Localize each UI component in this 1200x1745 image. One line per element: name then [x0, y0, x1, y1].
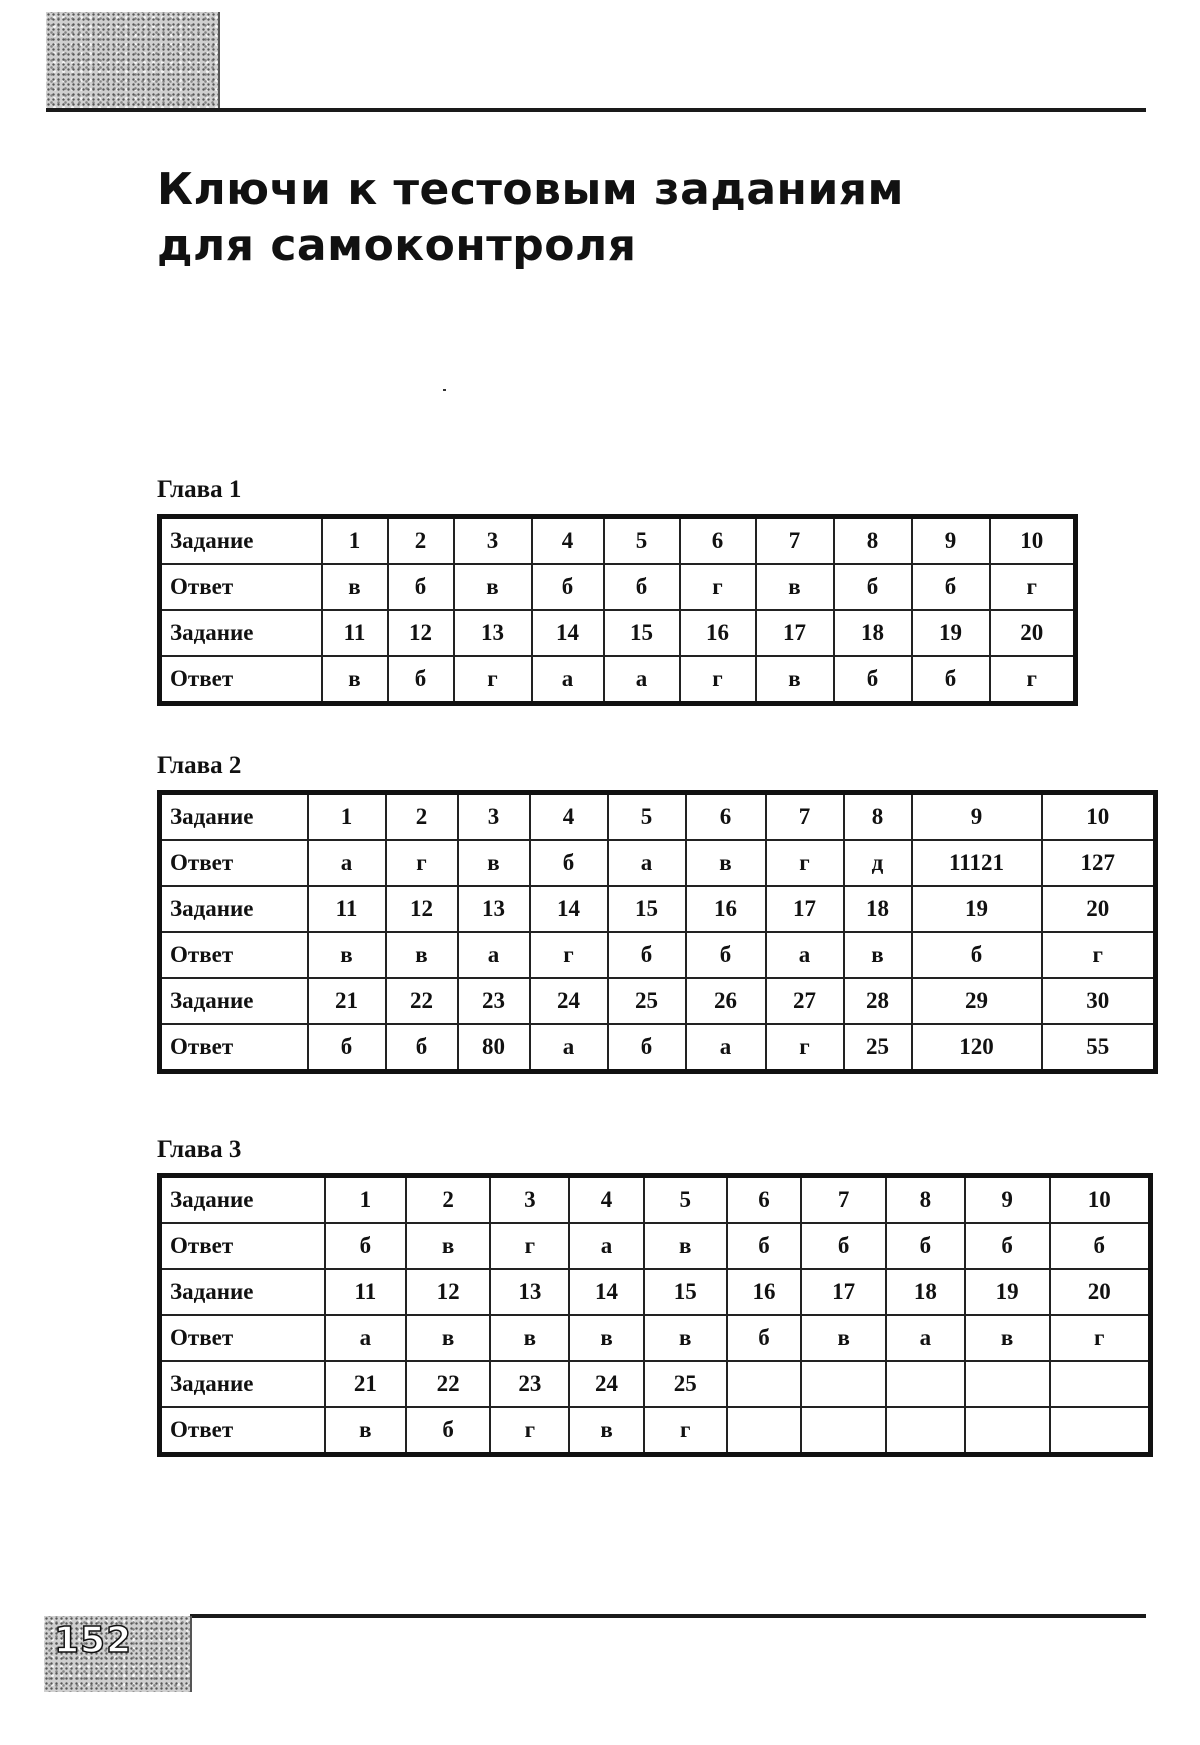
table-row: [160, 610, 1076, 656]
task-number-cell: 2: [386, 793, 458, 841]
answer-cell: г: [454, 656, 532, 704]
answer-cell: а: [458, 932, 530, 978]
task-number-cell: 3: [490, 1176, 569, 1224]
table-row: [160, 1176, 1151, 1224]
answer-cell: г: [490, 1407, 569, 1455]
answer-cell: в: [569, 1407, 644, 1455]
answer-cell: [801, 1407, 886, 1455]
answer-cell: в: [386, 932, 458, 978]
task-number-cell: 6: [680, 517, 756, 565]
task-number-cell: [801, 1361, 886, 1407]
answer-cell: б: [1050, 1223, 1151, 1269]
answer-cell: а: [766, 932, 844, 978]
task-number-cell: 14: [532, 610, 604, 656]
row-header-cell: Ответ: [160, 840, 308, 886]
header-rule: [46, 108, 1146, 112]
row-header-cell: Ответ: [160, 1024, 308, 1072]
row-header-cell: Задание: [160, 793, 308, 841]
answer-cell: б: [686, 932, 766, 978]
answer-cell: б: [608, 1024, 686, 1072]
task-number-cell: 5: [604, 517, 680, 565]
task-number-cell: 28: [844, 978, 912, 1024]
answer-cell: в: [569, 1315, 644, 1361]
task-number-cell: [727, 1361, 802, 1407]
row-header-cell: Задание: [160, 886, 308, 932]
task-number-cell: 27: [766, 978, 844, 1024]
task-number-cell: 18: [834, 610, 912, 656]
task-number-cell: 7: [756, 517, 834, 565]
answer-cell: а: [686, 1024, 766, 1072]
answer-cell: в: [406, 1223, 491, 1269]
answer-cell: г: [680, 564, 756, 610]
task-number-cell: 4: [532, 517, 604, 565]
answer-cell: б: [530, 840, 608, 886]
task-number-cell: 10: [990, 517, 1076, 565]
task-number-cell: 23: [458, 978, 530, 1024]
task-number-cell: 20: [990, 610, 1076, 656]
task-number-cell: 20: [1042, 886, 1156, 932]
task-number-cell: 20: [1050, 1269, 1151, 1315]
answer-cell: б: [727, 1223, 802, 1269]
answer-cell: а: [886, 1315, 965, 1361]
page-title: [157, 162, 1057, 274]
table-row: [160, 1407, 1151, 1455]
chapter-2-label: Глава 2: [157, 752, 242, 779]
task-number-cell: 19: [912, 610, 990, 656]
answer-cell: г: [990, 564, 1076, 610]
task-number-cell: 8: [834, 517, 912, 565]
answer-cell: в: [322, 564, 388, 610]
row-header-cell: Ответ: [160, 656, 322, 704]
chapter-1-label: Глава 1: [157, 476, 242, 503]
table-row: [160, 1361, 1151, 1407]
answer-cell: в: [458, 840, 530, 886]
answer-cell: а: [325, 1315, 406, 1361]
task-number-cell: 13: [458, 886, 530, 932]
answer-cell: б: [834, 564, 912, 610]
task-number-cell: 14: [569, 1269, 644, 1315]
answer-cell: б: [801, 1223, 886, 1269]
chapter-3-answer-table: [157, 1173, 1153, 1457]
page-title-line-1: Ключи к тестовым заданиям: [157, 164, 905, 215]
task-number-cell: 2: [406, 1176, 491, 1224]
task-number-cell: 24: [569, 1361, 644, 1407]
task-number-cell: 10: [1042, 793, 1156, 841]
table-row: [160, 564, 1076, 610]
chapter-2-answer-table: [157, 790, 1158, 1074]
task-number-cell: 1: [325, 1176, 406, 1224]
task-number-cell: 14: [530, 886, 608, 932]
task-number-cell: 11: [308, 886, 386, 932]
answer-cell: в: [756, 564, 834, 610]
answer-cell: [1050, 1407, 1151, 1455]
answer-cell: г: [766, 1024, 844, 1072]
task-number-cell: 12: [406, 1269, 491, 1315]
answer-cell: в: [686, 840, 766, 886]
answer-cell: б: [886, 1223, 965, 1269]
row-header-cell: Задание: [160, 1176, 326, 1224]
table-row: [160, 517, 1076, 565]
answer-cell: б: [604, 564, 680, 610]
task-number-cell: 11: [322, 610, 388, 656]
page-title-line-2: для самоконтроля: [157, 220, 637, 271]
answer-cell: г: [1042, 932, 1156, 978]
answer-cell: г: [644, 1407, 727, 1455]
task-number-cell: [1050, 1361, 1151, 1407]
task-number-cell: 1: [308, 793, 386, 841]
task-number-cell: 25: [608, 978, 686, 1024]
answer-cell: а: [308, 840, 386, 886]
task-number-cell: 24: [530, 978, 608, 1024]
answer-cell: 25: [844, 1024, 912, 1072]
task-number-cell: 17: [801, 1269, 886, 1315]
answer-cell: 55: [1042, 1024, 1156, 1072]
answer-cell: б: [965, 1223, 1050, 1269]
answer-cell: в: [801, 1315, 886, 1361]
row-header-cell: Задание: [160, 1269, 326, 1315]
task-number-cell: 9: [912, 517, 990, 565]
answer-cell: а: [532, 656, 604, 704]
answer-cell: в: [308, 932, 386, 978]
answer-cell: в: [406, 1315, 491, 1361]
answer-cell: 80: [458, 1024, 530, 1072]
task-number-cell: 18: [886, 1269, 965, 1315]
table-row: [160, 886, 1156, 932]
task-number-cell: 13: [490, 1269, 569, 1315]
row-header-cell: Ответ: [160, 564, 322, 610]
task-number-cell: [886, 1361, 965, 1407]
task-number-cell: 17: [766, 886, 844, 932]
answer-cell: б: [325, 1223, 406, 1269]
task-number-cell: 5: [608, 793, 686, 841]
answer-cell: б: [406, 1407, 491, 1455]
table-row: [160, 793, 1156, 841]
task-number-cell: 13: [454, 610, 532, 656]
table-row: [160, 1223, 1151, 1269]
answer-cell: г: [1050, 1315, 1151, 1361]
answer-cell: г: [386, 840, 458, 886]
answer-cell: б: [912, 932, 1042, 978]
table-row: [160, 1269, 1151, 1315]
answer-cell: г: [990, 656, 1076, 704]
task-number-cell: 15: [608, 886, 686, 932]
answer-cell: в: [322, 656, 388, 704]
task-number-cell: 25: [644, 1361, 727, 1407]
row-header-cell: Ответ: [160, 1407, 326, 1455]
table-row: [160, 978, 1156, 1024]
row-header-cell: Ответ: [160, 1315, 326, 1361]
answer-cell: б: [388, 656, 454, 704]
task-number-cell: 3: [454, 517, 532, 565]
task-number-cell: 7: [766, 793, 844, 841]
answer-cell: г: [680, 656, 756, 704]
table-row: [160, 656, 1076, 704]
answer-cell: [965, 1407, 1050, 1455]
table-row: [160, 1315, 1151, 1361]
task-number-cell: 30: [1042, 978, 1156, 1024]
task-number-cell: 10: [1050, 1176, 1151, 1224]
answer-cell: б: [308, 1024, 386, 1072]
task-number-cell: 16: [680, 610, 756, 656]
answer-cell: в: [454, 564, 532, 610]
chapter-1-answer-table: [157, 514, 1078, 706]
answer-cell: б: [388, 564, 454, 610]
task-number-cell: 17: [756, 610, 834, 656]
task-number-cell: 6: [727, 1176, 802, 1224]
task-number-cell: 21: [308, 978, 386, 1024]
answer-cell: 127: [1042, 840, 1156, 886]
answer-cell: в: [965, 1315, 1050, 1361]
task-number-cell: 18: [844, 886, 912, 932]
answer-cell: в: [325, 1407, 406, 1455]
answer-cell: [886, 1407, 965, 1455]
task-number-cell: 4: [530, 793, 608, 841]
answer-cell: 120: [912, 1024, 1042, 1072]
task-number-cell: 12: [386, 886, 458, 932]
task-number-cell: 9: [965, 1176, 1050, 1224]
task-number-cell: 15: [604, 610, 680, 656]
answer-cell: б: [727, 1315, 802, 1361]
answer-cell: б: [912, 656, 990, 704]
answer-cell: в: [490, 1315, 569, 1361]
task-number-cell: 16: [686, 886, 766, 932]
task-number-cell: 9: [912, 793, 1042, 841]
task-number-cell: 16: [727, 1269, 802, 1315]
footer-rule: [190, 1614, 1146, 1618]
task-number-cell: 11: [325, 1269, 406, 1315]
answer-cell: а: [604, 656, 680, 704]
answer-cell: д: [844, 840, 912, 886]
answer-cell: а: [530, 1024, 608, 1072]
table-row: [160, 932, 1156, 978]
answer-cell: а: [608, 840, 686, 886]
answer-cell: г: [490, 1223, 569, 1269]
task-number-cell: 26: [686, 978, 766, 1024]
row-header-cell: Задание: [160, 610, 322, 656]
task-number-cell: [965, 1361, 1050, 1407]
table-row: [160, 840, 1156, 886]
answer-cell: г: [766, 840, 844, 886]
answer-cell: б: [834, 656, 912, 704]
task-number-cell: 8: [844, 793, 912, 841]
answer-cell: в: [644, 1223, 727, 1269]
answer-cell: [727, 1407, 802, 1455]
answer-cell: б: [912, 564, 990, 610]
row-header-cell: Задание: [160, 1361, 326, 1407]
task-number-cell: 22: [386, 978, 458, 1024]
answer-cell: в: [756, 656, 834, 704]
task-number-cell: 19: [912, 886, 1042, 932]
row-header-cell: Ответ: [160, 932, 308, 978]
answer-cell: 11121: [912, 840, 1042, 886]
task-number-cell: 8: [886, 1176, 965, 1224]
task-number-cell: 12: [388, 610, 454, 656]
task-number-cell: 5: [644, 1176, 727, 1224]
task-number-cell: 2: [388, 517, 454, 565]
row-header-cell: Ответ: [160, 1223, 326, 1269]
task-number-cell: 1: [322, 517, 388, 565]
chapter-3-label: Глава 3: [157, 1136, 242, 1163]
row-header-cell: Задание: [160, 978, 308, 1024]
scan-speck: [443, 389, 446, 391]
answer-cell: а: [569, 1223, 644, 1269]
row-header-cell: Задание: [160, 517, 322, 565]
task-number-cell: 3: [458, 793, 530, 841]
answer-cell: в: [844, 932, 912, 978]
answer-cell: г: [530, 932, 608, 978]
task-number-cell: 22: [406, 1361, 491, 1407]
answer-cell: б: [532, 564, 604, 610]
task-number-cell: 15: [644, 1269, 727, 1315]
table-row: [160, 1024, 1156, 1072]
answer-cell: б: [608, 932, 686, 978]
answer-cell: б: [386, 1024, 458, 1072]
task-number-cell: 4: [569, 1176, 644, 1224]
task-number-cell: 29: [912, 978, 1042, 1024]
task-number-cell: 23: [490, 1361, 569, 1407]
task-number-cell: 21: [325, 1361, 406, 1407]
task-number-cell: 19: [965, 1269, 1050, 1315]
page-number: 152: [54, 1620, 133, 1661]
answer-cell: в: [644, 1315, 727, 1361]
task-number-cell: 7: [801, 1176, 886, 1224]
header-texture-block: [46, 12, 220, 110]
task-number-cell: 6: [686, 793, 766, 841]
